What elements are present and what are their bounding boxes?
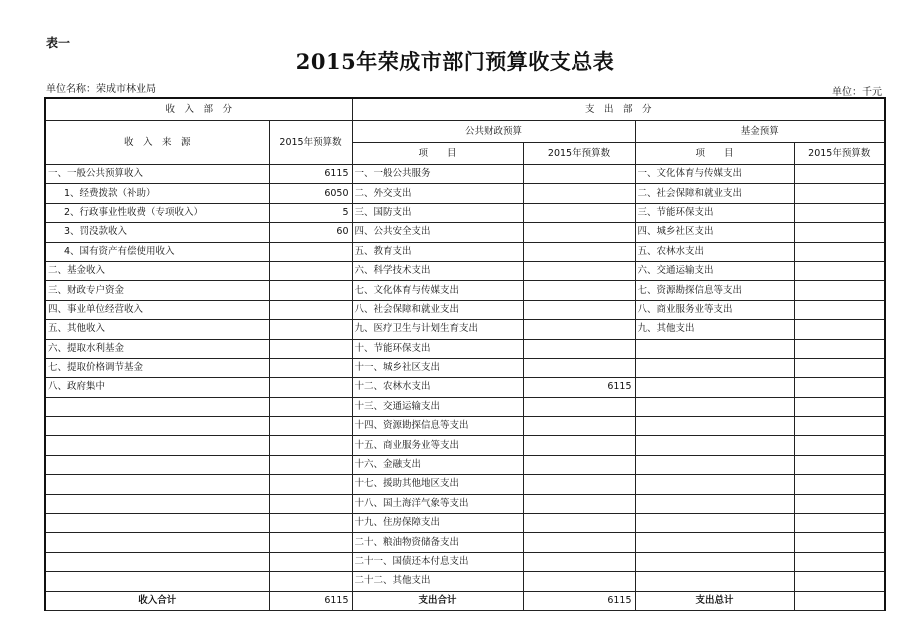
table-row [45, 223, 885, 242]
fund-expense-amount [794, 397, 885, 416]
fund-expense-amount [794, 300, 885, 319]
public-expense-item: 十九、住房保障支出 [352, 514, 523, 533]
public-expense-item: 二、外交支出 [352, 184, 523, 203]
public-expense-amount [523, 184, 635, 203]
table-row [45, 397, 885, 416]
expense-total-amount: 6115 [523, 591, 635, 610]
unit-name: 单位名称：荣成市林业局 [46, 84, 156, 95]
table-row [45, 184, 885, 203]
income-section-header: 收 入 部 分 [45, 98, 352, 121]
income-item: 五、其他收入 [45, 320, 269, 339]
income-amount [269, 475, 352, 494]
table-row [45, 552, 885, 571]
income-item: 2、行政事业性收费（专项收入） [45, 203, 269, 222]
table-label: 表一 [46, 36, 71, 50]
fund-expense-item [635, 436, 794, 455]
income-amount [269, 397, 352, 416]
fund-expense-item [635, 455, 794, 474]
fund-expense-item: 八、商业服务业等支出 [635, 300, 794, 319]
fund-expense-item: 九、其他支出 [635, 320, 794, 339]
public-budget-header: 公共财政预算 [352, 121, 635, 143]
column-header-row [45, 121, 885, 143]
income-item [45, 417, 269, 436]
fund-expense-item [635, 514, 794, 533]
fund-expense-item: 四、城乡社区支出 [635, 223, 794, 242]
income-amount: 6050 [269, 184, 352, 203]
public-expense-item: 六、科学技术支出 [352, 261, 523, 280]
income-amount [269, 417, 352, 436]
fund-expense-amount [794, 494, 885, 513]
fund-item-header: 项 目 [635, 143, 794, 165]
fund-expense-item [635, 552, 794, 571]
fund-expense-item: 二、社会保障和就业支出 [635, 184, 794, 203]
public-item-header: 项 目 [352, 143, 523, 165]
fund-expense-amount [794, 475, 885, 494]
unit-measure: 单位：千元 [832, 87, 882, 98]
public-amount-header: 2015年预算数 [523, 143, 635, 165]
public-expense-item: 五、教育支出 [352, 242, 523, 261]
income-amount [269, 300, 352, 319]
income-total-amount: 6115 [269, 591, 352, 610]
public-expense-amount [523, 320, 635, 339]
income-item: 六、提取水利基金 [45, 339, 269, 358]
income-amount [269, 261, 352, 280]
income-item: 4、国有资产有偿使用收入 [45, 242, 269, 261]
public-expense-item: 八、社会保障和就业支出 [352, 300, 523, 319]
income-amount [269, 281, 352, 300]
table-row [45, 203, 885, 222]
table-row [45, 320, 885, 339]
income-item [45, 475, 269, 494]
fund-expense-item: 三、节能环保支出 [635, 203, 794, 222]
public-expense-amount [523, 494, 635, 513]
public-expense-item: 九、医疗卫生与计划生育支出 [352, 320, 523, 339]
table-row [45, 165, 885, 184]
income-source-header: 收 入 来 源 [45, 121, 269, 165]
table-row [45, 533, 885, 552]
fund-expense-amount [794, 572, 885, 591]
table-row [45, 494, 885, 513]
fund-expense-item [635, 378, 794, 397]
fund-expense-amount [794, 261, 885, 280]
income-item [45, 552, 269, 571]
fund-expense-amount [794, 184, 885, 203]
income-item: 八、政府集中 [45, 378, 269, 397]
income-item: 一、一般公共预算收入 [45, 165, 269, 184]
fund-expense-amount [794, 552, 885, 571]
fund-expense-item: 一、文化体育与传媒支出 [635, 165, 794, 184]
fund-expense-item [635, 475, 794, 494]
fund-expense-item: 五、农林水支出 [635, 242, 794, 261]
public-expense-amount [523, 436, 635, 455]
fund-amount-header: 2015年预算数 [794, 143, 885, 165]
fund-expense-amount [794, 281, 885, 300]
public-expense-item: 一、一般公共服务 [352, 165, 523, 184]
fund-expense-item [635, 358, 794, 377]
table-row [45, 455, 885, 474]
table-row [45, 572, 885, 591]
public-expense-amount [523, 203, 635, 222]
fund-expense-amount [794, 203, 885, 222]
income-amount [269, 378, 352, 397]
public-expense-item: 十三、交通运输支出 [352, 397, 523, 416]
table-row [45, 436, 885, 455]
public-expense-item: 三、国防支出 [352, 203, 523, 222]
public-expense-item: 十五、商业服务业等支出 [352, 436, 523, 455]
public-expense-amount [523, 300, 635, 319]
income-item: 3、罚没款收入 [45, 223, 269, 242]
public-expense-item: 十、节能环保支出 [352, 339, 523, 358]
fund-expense-amount [794, 320, 885, 339]
fund-expense-amount [794, 339, 885, 358]
fund-expense-amount [794, 242, 885, 261]
income-amount [269, 572, 352, 591]
table-row [45, 281, 885, 300]
fund-expense-amount [794, 455, 885, 474]
public-expense-item: 二十一、国债还本付息支出 [352, 552, 523, 571]
grand-total-amount [794, 591, 885, 610]
public-expense-item: 十七、援助其他地区支出 [352, 475, 523, 494]
table-row [45, 300, 885, 319]
income-item: 1、经费拨款（补助） [45, 184, 269, 203]
public-expense-amount [523, 475, 635, 494]
expense-section-header: 支 出 部 分 [352, 98, 885, 121]
public-expense-amount [523, 165, 635, 184]
income-item: 七、提取价格调节基金 [45, 358, 269, 377]
fund-expense-item [635, 417, 794, 436]
income-item [45, 572, 269, 591]
income-item [45, 514, 269, 533]
public-expense-amount [523, 339, 635, 358]
public-expense-amount [523, 533, 635, 552]
income-amount [269, 533, 352, 552]
table-row [45, 417, 885, 436]
income-item [45, 533, 269, 552]
fund-budget-header: 基金预算 [635, 121, 885, 143]
fund-expense-item [635, 572, 794, 591]
public-expense-amount [523, 552, 635, 571]
table-row [45, 242, 885, 261]
public-expense-amount [523, 281, 635, 300]
fund-expense-amount [794, 514, 885, 533]
income-amount-header: 2015年预算数 [269, 121, 352, 165]
public-expense-item: 十一、城乡社区支出 [352, 358, 523, 377]
public-expense-item: 二十、粮油物资储备支出 [352, 533, 523, 552]
public-expense-amount [523, 242, 635, 261]
section-header-row [45, 98, 885, 121]
public-expense-amount [523, 261, 635, 280]
public-expense-item: 十八、国土海洋气象等支出 [352, 494, 523, 513]
fund-expense-amount [794, 358, 885, 377]
fund-expense-item: 六、交通运输支出 [635, 261, 794, 280]
income-total-label: 收入合计 [45, 591, 269, 610]
page-title: 2015年荣成市部门预算收支总表 [295, 49, 615, 74]
public-expense-item: 四、公共安全支出 [352, 223, 523, 242]
income-item: 三、财政专户资金 [45, 281, 269, 300]
public-expense-amount [523, 572, 635, 591]
table-row [45, 514, 885, 533]
income-amount: 60 [269, 223, 352, 242]
public-expense-amount [523, 514, 635, 533]
public-expense-amount [523, 455, 635, 474]
table-row [45, 358, 885, 377]
public-expense-item: 十六、金融支出 [352, 455, 523, 474]
grand-total-label: 支出总计 [635, 591, 794, 610]
fund-expense-amount [794, 378, 885, 397]
public-expense-item: 二十二、其他支出 [352, 572, 523, 591]
fund-expense-amount [794, 436, 885, 455]
fund-expense-item [635, 533, 794, 552]
fund-expense-item [635, 397, 794, 416]
public-expense-amount [523, 223, 635, 242]
income-amount [269, 455, 352, 474]
income-amount [269, 320, 352, 339]
income-item [45, 494, 269, 513]
income-amount: 5 [269, 203, 352, 222]
table-row [45, 261, 885, 280]
income-item [45, 436, 269, 455]
public-expense-amount: 6115 [523, 378, 635, 397]
fund-expense-item [635, 494, 794, 513]
fund-expense-amount [794, 417, 885, 436]
public-expense-item: 七、文化体育与传媒支出 [352, 281, 523, 300]
totals-row [45, 591, 885, 610]
income-amount [269, 552, 352, 571]
fund-expense-item [635, 339, 794, 358]
public-expense-item: 十二、农林水支出 [352, 378, 523, 397]
public-expense-amount [523, 358, 635, 377]
income-item: 二、基金收入 [45, 261, 269, 280]
fund-expense-amount [794, 533, 885, 552]
public-expense-amount [523, 417, 635, 436]
public-expense-item: 十四、资源勘探信息等支出 [352, 417, 523, 436]
fund-expense-amount [794, 223, 885, 242]
income-amount: 6115 [269, 165, 352, 184]
income-amount [269, 436, 352, 455]
income-amount [269, 514, 352, 533]
income-item [45, 397, 269, 416]
table-row [45, 378, 885, 397]
income-amount [269, 494, 352, 513]
income-amount [269, 242, 352, 261]
public-expense-amount [523, 397, 635, 416]
income-amount [269, 358, 352, 377]
income-item: 四、事业单位经营收入 [45, 300, 269, 319]
table-row [45, 339, 885, 358]
income-amount [269, 339, 352, 358]
income-item [45, 455, 269, 474]
table-row [45, 475, 885, 494]
budget-table [44, 97, 886, 611]
fund-expense-amount [794, 165, 885, 184]
expense-total-label: 支出合计 [352, 591, 523, 610]
fund-expense-item: 七、资源勘探信息等支出 [635, 281, 794, 300]
